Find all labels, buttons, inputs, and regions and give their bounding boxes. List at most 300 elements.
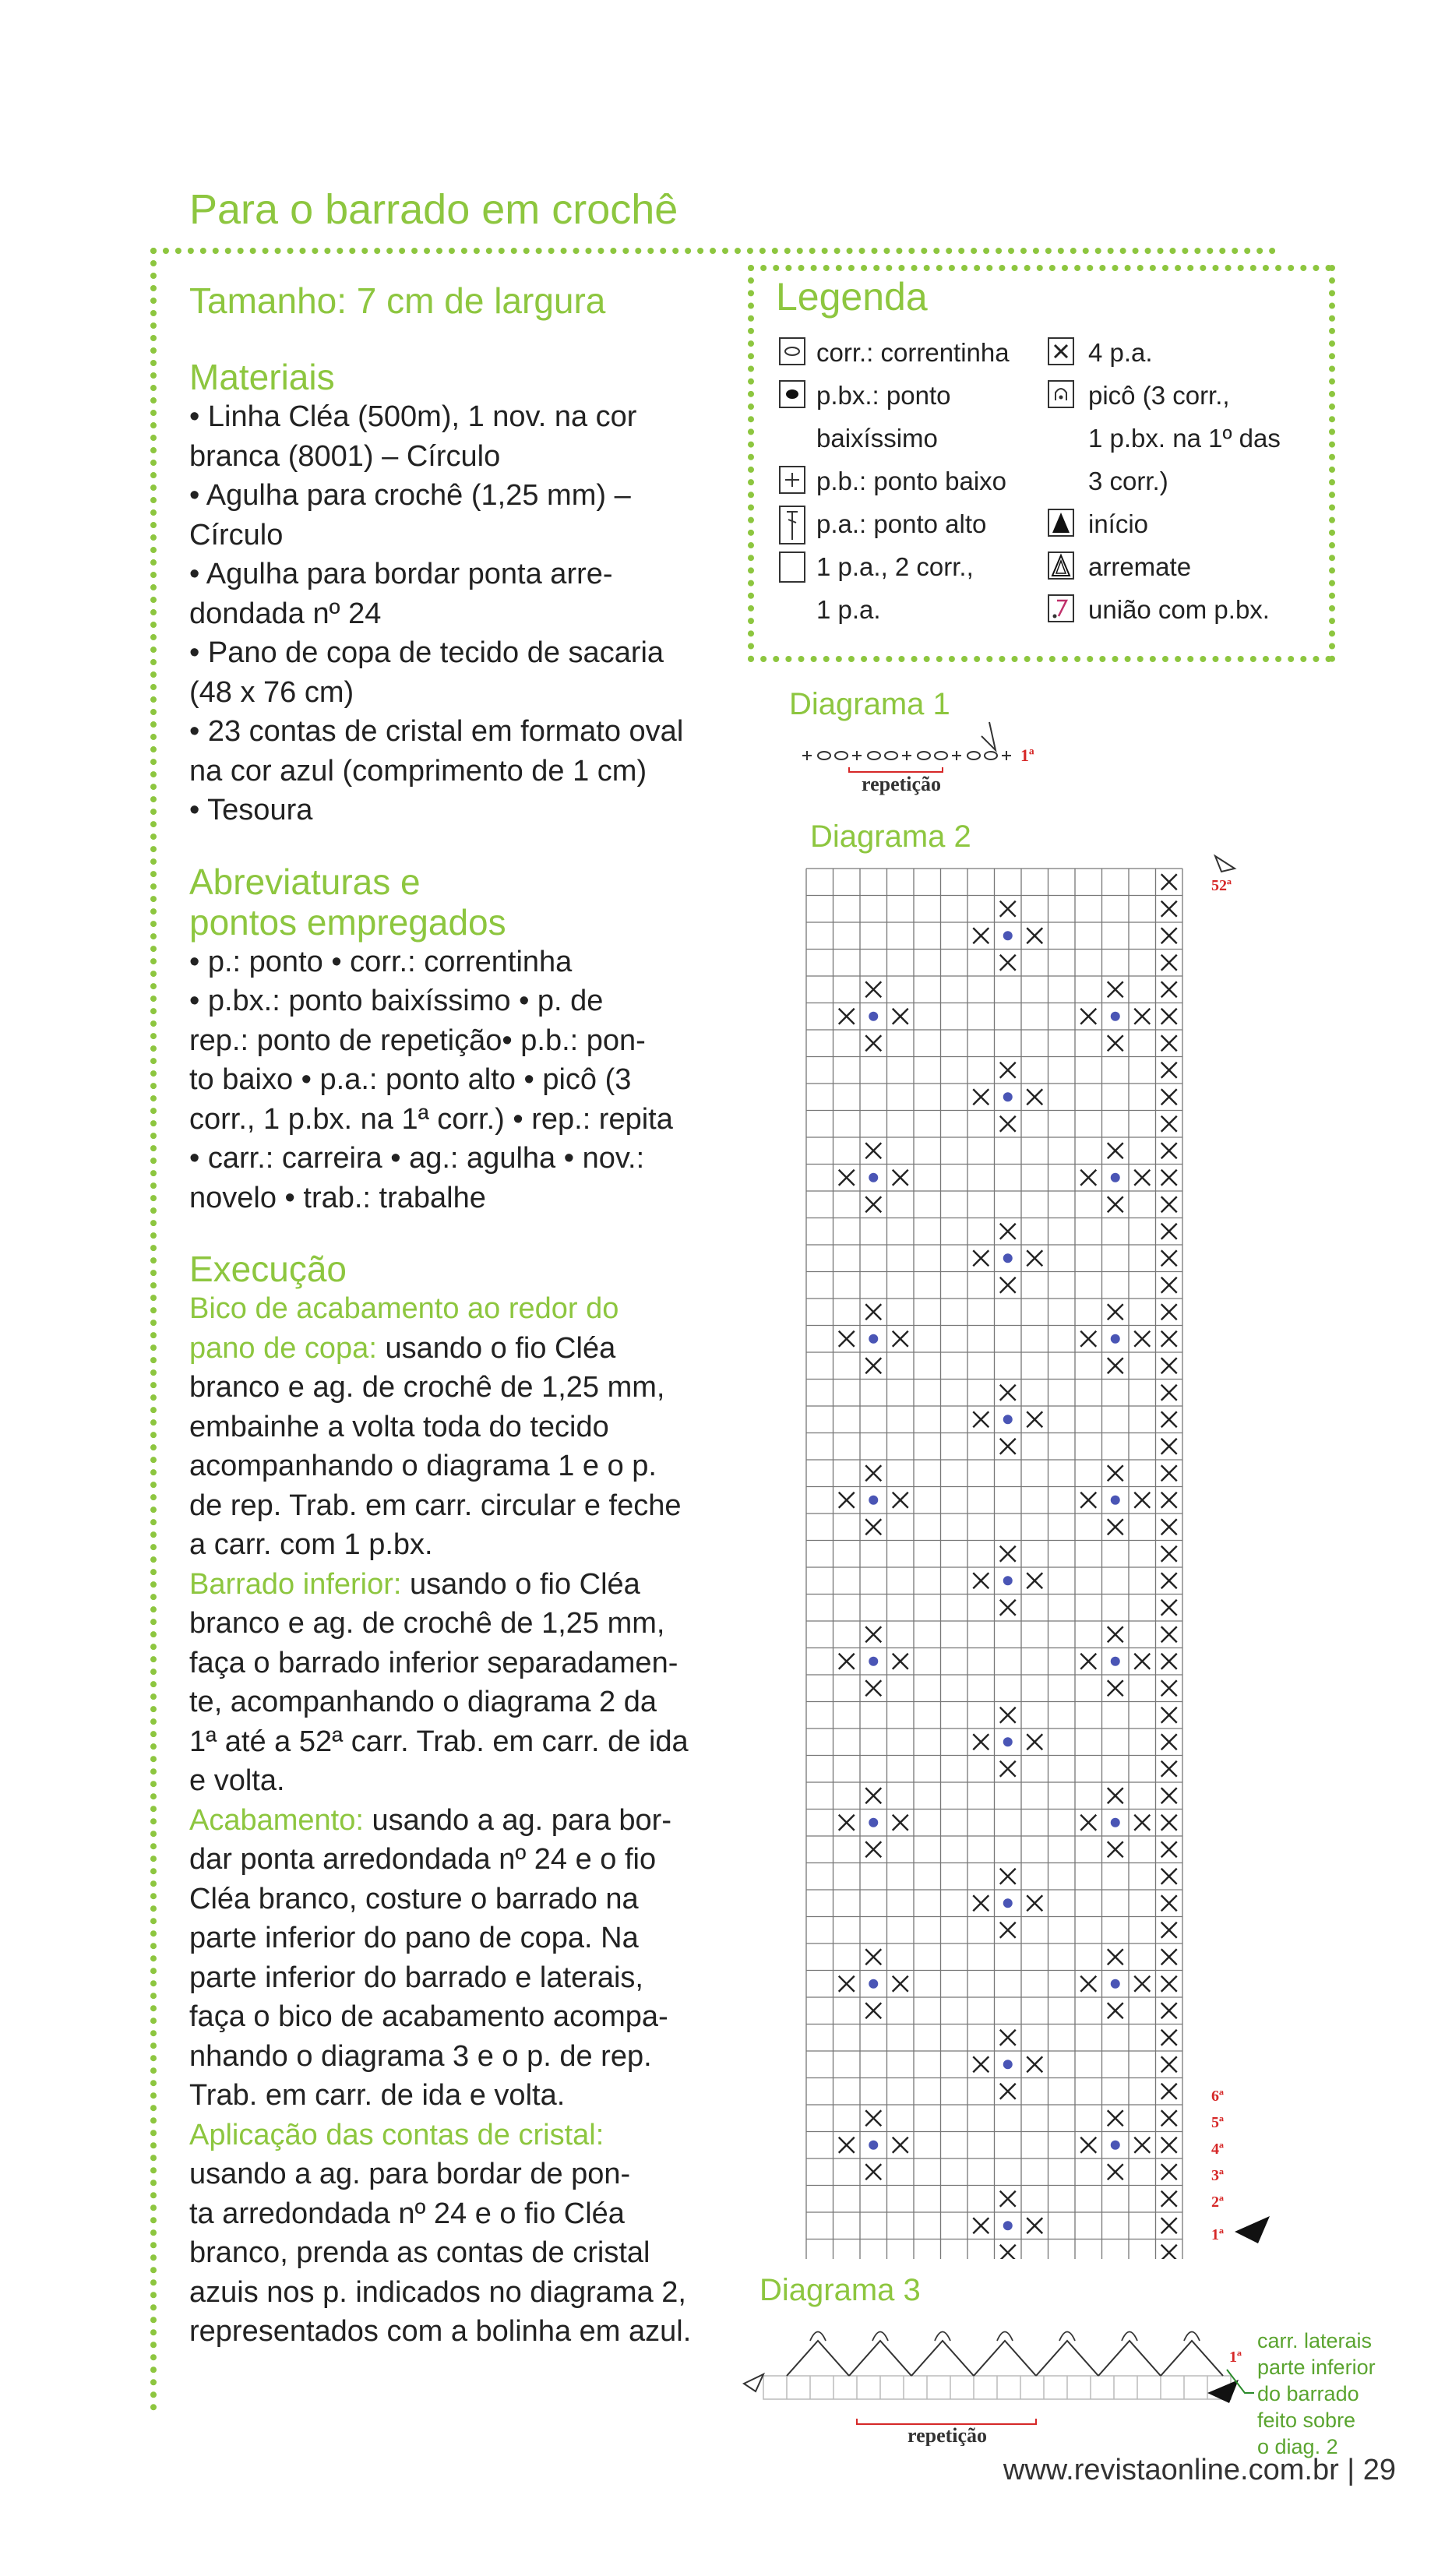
page-title: Para o barrado em crochê <box>189 186 678 233</box>
bead-dot <box>869 1334 878 1344</box>
stitch-x <box>1161 1009 1177 1024</box>
stitch-x <box>865 1465 881 1481</box>
stitch-x <box>1000 2030 1016 2046</box>
bico-line: embainhe a volta toda do tecido <box>189 1410 609 1443</box>
single-crochet-icon <box>779 466 805 494</box>
stitch-x <box>865 981 881 997</box>
side-note-line: parte inferior <box>1257 2356 1376 2379</box>
stitch-x <box>865 2110 881 2126</box>
diagram-3-scallops <box>787 2341 1223 2376</box>
legend-border-left <box>748 265 754 662</box>
row-label: 2ª <box>1211 2194 1224 2211</box>
stitch-x <box>1161 1626 1177 1642</box>
bead-dot <box>1003 1898 1013 1908</box>
stitch-x <box>865 1358 881 1373</box>
aplicacao-label: Aplicação das contas de cristal: <box>189 2118 604 2151</box>
material-line: Círculo <box>189 518 284 551</box>
bead-dot <box>1003 2221 1013 2230</box>
stitch-x <box>1108 1035 1123 1051</box>
stitch-x <box>865 1035 881 1051</box>
stitch-x <box>1161 1922 1177 1938</box>
size-section <box>189 280 711 321</box>
stitch-x <box>893 1170 908 1186</box>
double-crochet-icon <box>779 506 805 544</box>
grid-lines <box>806 869 1182 2259</box>
stitch-x <box>1161 981 1177 997</box>
legend-border-right <box>1329 265 1335 662</box>
aplicacao-line: ta arredondada nº 24 e o fio Cléa <box>189 2197 625 2230</box>
barrado-line: te, acompanhando o diagrama 2 da <box>189 1686 657 1718</box>
diagram-3-row-label: 1ª <box>1229 2349 1242 2366</box>
legend-label: 1 p.bx. na 1º das <box>1088 424 1281 453</box>
acabamento-line: Cléa branco, costure o barrado na <box>189 1882 639 1915</box>
material-line: • Linha Cléa (500m), 1 nov. na cor <box>189 400 637 433</box>
row-label: 3ª <box>1211 2167 1224 2184</box>
stitch-x <box>839 1009 855 1024</box>
acabamento-line: usando a ag. para bor- <box>363 1803 671 1837</box>
stitch-x <box>1080 1009 1096 1024</box>
aplicacao-line: representados com a bolinha em azul. <box>189 2315 692 2348</box>
bead-dot <box>1111 1012 1120 1021</box>
stitch-x <box>839 2137 855 2153</box>
abbreviations-section <box>189 862 711 1218</box>
abbreviations-heading-2: pontos empregados <box>189 901 506 943</box>
diagram-1 <box>795 713 1091 798</box>
stitch-x <box>1161 2003 1177 2018</box>
stitch-x <box>1134 1170 1150 1186</box>
stitch-x <box>1000 1761 1016 1777</box>
stitch-x <box>1161 2056 1177 2072</box>
stitch-x <box>1161 1358 1177 1373</box>
aplicacao-line: branco, prenda as contas de cristal <box>189 2236 650 2269</box>
diagram-2-label: Diagrama 2 <box>810 819 971 854</box>
stitch-x <box>1000 2191 1016 2207</box>
diagram-1-stitches <box>802 722 1011 760</box>
stitch-x <box>973 1573 989 1588</box>
stitch-x <box>865 1788 881 1803</box>
stitch-x <box>973 2056 989 2072</box>
stitch-x <box>1027 1895 1042 1911</box>
abbreviation-line: • p.: ponto • corr.: correntinha <box>189 945 573 978</box>
abbreviation-line: corr., 1 p.bx. na 1ª corr.) • rep.: repita <box>189 1102 673 1136</box>
legend-label: união com p.bx. <box>1088 595 1270 624</box>
row-label: 1ª <box>1211 2226 1224 2243</box>
stitch-x <box>1000 1062 1016 1078</box>
side-note <box>1257 2328 1376 2460</box>
legend-title: Legenda <box>776 275 928 319</box>
row-52-label: 52ª <box>1211 877 1232 894</box>
legend-label: 1 p.a. <box>816 595 881 624</box>
stitch-x <box>1000 2084 1016 2099</box>
size-heading: Tamanho: 7 cm de largura <box>189 280 606 321</box>
stitch-x <box>1000 1600 1016 1616</box>
stitch-x <box>1080 1976 1096 1992</box>
bico-label-2: pano de copa: <box>189 1331 377 1365</box>
instructions-column <box>189 280 711 2372</box>
stitch-x <box>1161 1170 1177 1186</box>
stitch-x <box>973 928 989 943</box>
legend-label: início <box>1088 509 1149 538</box>
start-icon <box>1048 509 1074 537</box>
diagram-3-label: Diagrama 3 <box>759 2273 921 2307</box>
acabamento-line: nhando o diagrama 3 e o p. de rep. <box>189 2039 652 2073</box>
stitch-x <box>1080 1492 1096 1508</box>
stitch-x <box>1000 1546 1016 1562</box>
stitch-x <box>1161 901 1177 917</box>
stitch-x <box>1161 1196 1177 1212</box>
stitch-x <box>973 1411 989 1427</box>
stitch-x <box>1161 1895 1177 1911</box>
stitch-x <box>1134 1331 1150 1347</box>
material-line: • Pano de copa de tecido de sacaria <box>189 636 664 669</box>
stitch-x <box>1000 1707 1016 1723</box>
stitch-x <box>1161 1519 1177 1535</box>
stitch-x <box>1108 1358 1123 1373</box>
bico-line: de rep. Trab. em carr. circular e feche <box>189 1489 682 1522</box>
bead-dot <box>1111 1173 1120 1182</box>
acabamento-line: Trab. em carr. de ida e volta. <box>189 2079 566 2112</box>
stitch-x <box>1134 1009 1150 1024</box>
picot-icon <box>1048 380 1074 408</box>
abbreviation-line: to baixo • p.a.: ponto alto • picô (3 <box>189 1063 632 1096</box>
material-line: (48 x 76 cm) <box>189 675 354 709</box>
page-footer: www.revistaonline.com.br | 29 <box>1003 2454 1396 2486</box>
barrado-line: e volta. <box>189 1764 285 1797</box>
material-line: dondada nº 24 <box>189 597 382 630</box>
stitch-x <box>865 1304 881 1320</box>
stitch-x <box>1161 955 1177 971</box>
materials-section <box>189 357 711 830</box>
material-line: branca (8001) – Círculo <box>189 439 501 473</box>
diagram-2-grid <box>802 845 1270 2259</box>
stitch-x <box>1108 1841 1123 1857</box>
legend-left-column <box>779 331 1036 643</box>
stitch-x <box>1161 2137 1177 2153</box>
side-note-line: o diag. 2 <box>1257 2435 1338 2458</box>
stitch-x <box>865 1949 881 1965</box>
stitch-x <box>893 1815 908 1831</box>
stitch-x <box>1027 1089 1042 1105</box>
stitch-x <box>1161 1573 1177 1588</box>
stitch-x <box>1161 1331 1177 1347</box>
stitch-x <box>1161 1439 1177 1454</box>
stitch-x <box>893 1654 908 1669</box>
stitch-x <box>1108 1196 1123 1212</box>
diagram-1-row-label: 1ª <box>1020 745 1034 765</box>
stitch-x <box>1161 2084 1177 2099</box>
stitch-x <box>1027 1734 1042 1750</box>
stitch-x <box>1108 1626 1123 1642</box>
stitch-x <box>1134 1815 1150 1831</box>
stitch-x <box>1161 1976 1177 1992</box>
stitch-x <box>893 1009 908 1024</box>
stitch-x <box>1161 1707 1177 1723</box>
stitch-x <box>1027 2218 1042 2233</box>
bico-line: branco e ag. de crochê de 1,25 mm, <box>189 1371 665 1404</box>
stitch-x <box>1161 1546 1177 1562</box>
abbreviations-heading: Abreviaturas e <box>189 861 421 902</box>
stitch-x <box>1000 1224 1016 1239</box>
bead-dot <box>1003 1092 1013 1101</box>
stitch-x <box>1108 2164 1123 2180</box>
stitch-x <box>1161 874 1177 890</box>
bead-dot <box>869 1657 878 1666</box>
bead-dot <box>1111 1496 1120 1505</box>
abbreviation-line: • p.bx.: ponto baixíssimo • p. de <box>189 985 604 1017</box>
stitch-x <box>1027 2056 1042 2072</box>
stitch-x <box>1108 1304 1123 1320</box>
stitch-x <box>1161 1734 1177 1750</box>
abbreviation-line: novelo • trab.: trabalhe <box>189 1181 486 1214</box>
barrado-line: usando o fio Cléa <box>401 1567 640 1601</box>
stitch-x <box>1108 1519 1123 1535</box>
material-line: • Tesoura <box>189 794 313 826</box>
stitch-x <box>1000 1385 1016 1401</box>
legend-label: baixíssimo <box>816 424 938 453</box>
stitch-x <box>973 1250 989 1266</box>
bead-dot <box>869 1173 878 1182</box>
row-label: 5ª <box>1211 2114 1224 2131</box>
stitch-x <box>865 1143 881 1158</box>
barrado-line: branco e ag. de crochê de 1,25 mm, <box>189 1607 665 1640</box>
row-label: 6ª <box>1211 2088 1224 2105</box>
bead-dot <box>1111 1657 1120 1666</box>
stitch-x <box>1080 1654 1096 1669</box>
stitch-x <box>1080 1815 1096 1831</box>
stitch-x <box>1161 1841 1177 1857</box>
stitch-x <box>1080 1331 1096 1347</box>
aplicacao-line: azuis nos p. indicados no diagrama 2, <box>189 2275 686 2309</box>
start-arrow <box>1235 2216 1270 2243</box>
stitch-x <box>1161 1385 1177 1401</box>
stitch-x <box>973 1089 989 1105</box>
bead-dot <box>1111 2141 1120 2150</box>
stitch-x <box>1000 955 1016 971</box>
stitch-x <box>865 2003 881 2018</box>
diagram-3-repeat-bracket <box>857 2419 1036 2424</box>
bead-dot <box>1003 1737 1013 1746</box>
material-line: • Agulha para bordar ponta arre- <box>189 558 613 590</box>
materials-heading: Materiais <box>189 357 335 397</box>
stitch-x <box>1161 1304 1177 1320</box>
legend-label: corr.: correntinha <box>816 338 1010 367</box>
bead-dot <box>869 1496 878 1505</box>
bead-dot <box>1003 2060 1013 2069</box>
stitch-x <box>1161 1116 1177 1132</box>
acabamento-label: Acabamento: <box>189 1803 364 1837</box>
stitch-x <box>839 1976 855 1992</box>
stitch-x <box>1000 2245 1016 2259</box>
stitch-x <box>1161 1788 1177 1803</box>
barrado-line: faça o barrado inferior separadamen- <box>189 1646 678 1679</box>
abbreviation-line: rep.: ponto de repetição• p.b.: pon- <box>189 1024 646 1057</box>
stitch-x <box>1000 1439 1016 1454</box>
stitch-x <box>1108 1949 1123 1965</box>
bead-dot <box>1003 1576 1013 1585</box>
stitch-x <box>839 1170 855 1186</box>
stitch-x <box>865 1626 881 1642</box>
stitch-x <box>1080 2137 1096 2153</box>
stitch-x <box>1108 2110 1123 2126</box>
side-note-line: do barrado <box>1257 2382 1359 2405</box>
legend-label: arremate <box>1088 552 1192 581</box>
stitch-x <box>1161 1600 1177 1616</box>
stitch-x <box>1108 981 1123 997</box>
execution-heading: Execução <box>189 1249 347 1289</box>
stitch-x <box>1161 2164 1177 2180</box>
diagram-1-label: Diagrama 1 <box>789 687 950 721</box>
bead-dot <box>869 1979 878 1989</box>
side-note-line: carr. laterais <box>1257 2329 1373 2352</box>
material-line: • 23 contas de cristal em formato oval <box>189 715 684 748</box>
stitch-x <box>1161 1761 1177 1777</box>
material-line: na cor azul (comprimento de 1 cm) <box>189 754 647 788</box>
aplicacao-line: usando a ag. para bordar de pon- <box>189 2158 631 2190</box>
stitch-x <box>1161 1250 1177 1266</box>
diagram-3-picots <box>810 2332 1200 2342</box>
stitch-x <box>1080 1170 1096 1186</box>
stitch-x <box>1134 2137 1150 2153</box>
stitch-x <box>839 1331 855 1347</box>
stitch-x <box>839 1815 855 1831</box>
bead-dot <box>1003 1253 1013 1263</box>
fasten-off-icon <box>1048 551 1074 580</box>
legend-label: p.bx.: ponto <box>816 381 951 410</box>
stitch-x <box>893 1976 908 1992</box>
stitch-x <box>1000 1869 1016 1884</box>
bico-line: acompanhando o diagrama 1 e o p. <box>189 1450 657 1482</box>
material-line: • Agulha para crochê (1,25 mm) – <box>189 479 631 512</box>
bead-dot <box>1003 931 1013 940</box>
stitch-x <box>1161 1089 1177 1105</box>
stitch-x <box>839 1492 855 1508</box>
diagram-3-end-arrow <box>744 2374 763 2391</box>
stitch-x <box>865 1519 881 1535</box>
stitch-x <box>1027 1573 1042 1588</box>
bico-label: Bico de acabamento ao redor do <box>189 1292 619 1325</box>
diagram-3 <box>740 2306 1254 2446</box>
stitch-x <box>1161 1143 1177 1158</box>
stitch-x <box>1161 1224 1177 1239</box>
stitch-x <box>893 1492 908 1508</box>
legend-label: p.b.: ponto baixo <box>816 467 1007 495</box>
stitch-x <box>865 1841 881 1857</box>
chain-icon <box>779 337 805 365</box>
filled-square-icon <box>1048 337 1074 365</box>
diagram-1-repeat-bracket <box>849 767 943 772</box>
row-label: 4ª <box>1211 2141 1224 2158</box>
stitch-x <box>1161 1035 1177 1051</box>
stitch-x <box>1161 1654 1177 1669</box>
stitch-x <box>1161 928 1177 943</box>
bead-dot <box>1111 1334 1120 1344</box>
stitch-x <box>1161 1815 1177 1831</box>
bead-dot <box>1111 1979 1120 1989</box>
stitch-x <box>1108 1680 1123 1696</box>
stitch-x <box>1161 1465 1177 1481</box>
stitch-x <box>865 1196 881 1212</box>
stitch-x <box>1108 1465 1123 1481</box>
stitch-x <box>1027 1411 1042 1427</box>
stitch-x <box>1161 1492 1177 1508</box>
stitch-x <box>1108 2003 1123 2018</box>
title-divider <box>150 248 1276 254</box>
diagram-1-repeat-label: repetição <box>862 773 942 795</box>
legend-label: picô (3 corr., <box>1088 381 1230 410</box>
stitch-x <box>1134 1654 1150 1669</box>
acabamento-line: parte inferior do pano de copa. Na <box>189 1922 639 1954</box>
stitch-x <box>1161 1411 1177 1427</box>
stitch-x <box>973 1734 989 1750</box>
stitch-x <box>1161 2245 1177 2259</box>
legend-right-column <box>1048 331 1320 643</box>
stitch-x <box>1161 2030 1177 2046</box>
bico-line: usando o fio Cléa <box>376 1331 616 1365</box>
stitch-x <box>865 1680 881 1696</box>
stitch-x <box>1161 2110 1177 2126</box>
stitch-x <box>1161 1062 1177 1078</box>
bead-dot <box>869 1012 878 1021</box>
stitch-x <box>973 2218 989 2233</box>
bead-dot <box>1003 1415 1013 1424</box>
barrado-label: Barrado inferior: <box>189 1567 402 1601</box>
bico-line: a carr. com 1 p.bx. <box>189 1528 433 1561</box>
bead-dot <box>869 1818 878 1827</box>
side-note-line: feito sobre <box>1257 2409 1356 2432</box>
stitch-x <box>1027 928 1042 943</box>
join-icon <box>1048 594 1074 622</box>
stitch-x <box>1000 1922 1016 1938</box>
fasten-off-arrow <box>1215 856 1235 872</box>
stitch-x <box>1108 1143 1123 1158</box>
abbreviation-line: • carr.: carreira • ag.: agulha • nov.: <box>189 1142 645 1175</box>
stitch-x <box>839 1654 855 1669</box>
stitch-x <box>1000 1277 1016 1293</box>
barrado-line: 1ª até a 52ª carr. Trab. em carr. de ida <box>189 1725 689 1758</box>
stitch-x <box>1027 1250 1042 1266</box>
stitch-x <box>973 1895 989 1911</box>
stitch-x <box>1161 1869 1177 1884</box>
slip-stitch-icon <box>779 380 805 408</box>
legend-label: 3 corr.) <box>1088 467 1168 495</box>
stitch-x <box>1134 1492 1150 1508</box>
stitch-x <box>1161 2191 1177 2207</box>
acabamento-line: parte inferior do barrado e laterais, <box>189 1961 643 1994</box>
legend-border-top <box>748 265 1332 271</box>
legend-label: 1 p.a., 2 corr., <box>816 552 974 581</box>
stitch-x <box>865 2164 881 2180</box>
legend-border-bottom <box>748 656 1332 662</box>
bead-dot <box>869 2141 878 2150</box>
legend-label: p.a.: ponto alto <box>816 509 987 538</box>
bead-dot <box>1111 1818 1120 1827</box>
stitch-x <box>1000 1116 1016 1132</box>
stitch-x <box>1161 1680 1177 1696</box>
execution-section <box>189 1249 711 2352</box>
diagram-3-repeat-label: repetição <box>908 2424 988 2446</box>
stitch-x <box>1000 901 1016 917</box>
acabamento-line: dar ponta arredondada nº 24 e o fio <box>189 1843 657 1876</box>
acabamento-line: faça o bico de acabamento acompa- <box>189 2000 668 2033</box>
stitch-x <box>893 2137 908 2153</box>
stitch-x <box>1161 1277 1177 1293</box>
left-dotted-border <box>150 248 157 2412</box>
open-square-icon <box>779 551 805 583</box>
stitch-x <box>1108 1788 1123 1803</box>
stitch-x <box>1161 2218 1177 2233</box>
stitch-x <box>1134 1976 1150 1992</box>
stitch-x <box>1161 1949 1177 1965</box>
